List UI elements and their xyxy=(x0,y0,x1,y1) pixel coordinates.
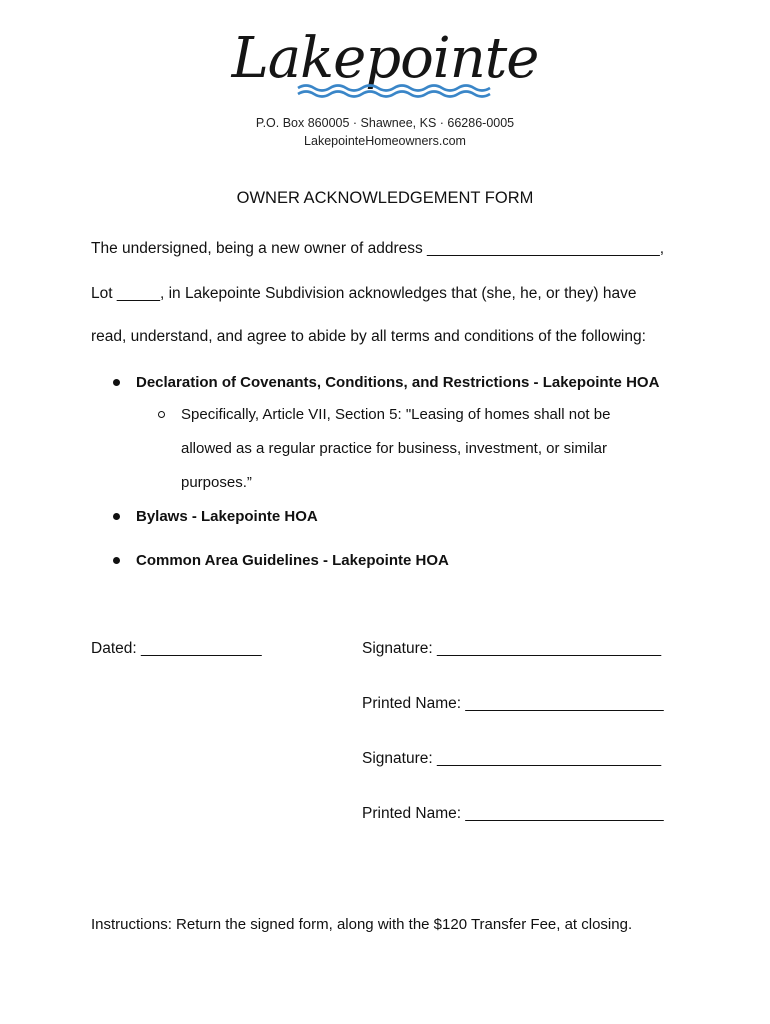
intro-line-2: Lot _____, in Lakepointe Subdivision acknowledges that (she, he, or they) have xyxy=(91,285,637,302)
list-item-bylaws: Bylaws - Lakepointe HOA xyxy=(136,508,318,525)
signature-field-2[interactable]: Signature: __________________________ xyxy=(362,750,662,767)
list-item-declaration: Declaration of Covenants, Conditions, and Restrictions - Lakepointe HOA xyxy=(136,374,660,391)
address-block xyxy=(0,114,770,150)
intro-line-1: The undersigned, being a new owner of address ___________________________, xyxy=(91,240,665,257)
bullet-icon xyxy=(113,379,120,386)
logo xyxy=(0,24,770,104)
form-title: OWNER ACKNOWLEDGEMENT FORM xyxy=(236,189,534,207)
printed-name-field-1[interactable]: Printed Name: _______________________ xyxy=(362,695,664,712)
bullet-icon xyxy=(113,557,120,564)
signature-field-1[interactable]: Signature: __________________________ xyxy=(362,640,662,657)
address-line: P.O. Box 860005 · Shawnee, KS · 66286-0005 xyxy=(255,116,515,130)
logo-wordmark: Lakepointe xyxy=(231,26,539,91)
bullet-icon xyxy=(113,513,120,520)
printed-name-field-2[interactable]: Printed Name: _______________________ xyxy=(362,805,664,822)
sub-item-line-3: purposes.” xyxy=(181,474,252,491)
website-link[interactable]: LakepointeHomeowners.com xyxy=(304,134,466,148)
waves-icon xyxy=(296,82,496,98)
circle-bullet-icon xyxy=(158,411,165,418)
intro-line-3: read, understand, and agree to abide by all terms and conditions of the following: xyxy=(91,328,646,345)
sub-item-line-2: allowed as a regular practice for business, investment, or similar xyxy=(181,440,608,457)
instructions: Instructions: Return the signed form, along with the $120 Transfer Fee, at closing. xyxy=(91,916,633,933)
list-item-common-area: Common Area Guidelines - Lakepointe HOA xyxy=(136,552,449,569)
sub-item-line-1: Specifically, Article VII, Section 5: "Leasing of homes shall not be xyxy=(181,406,611,423)
dated-field[interactable]: Dated: ______________ xyxy=(91,640,262,657)
